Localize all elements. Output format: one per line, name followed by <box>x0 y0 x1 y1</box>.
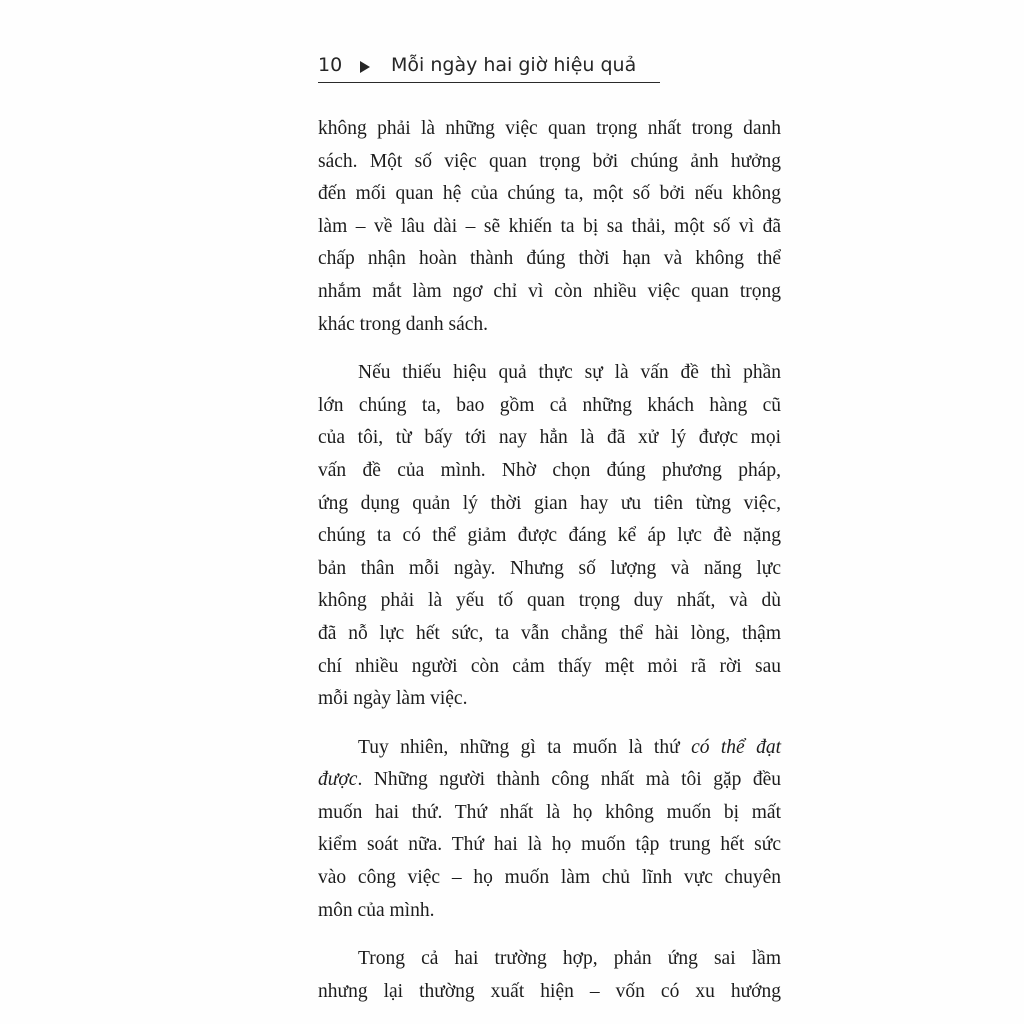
page-header <box>318 52 660 83</box>
paragraph-2 <box>318 357 781 716</box>
text-line: lớn chúng ta, bao gồm cả những khách hàng cũ <box>318 394 781 416</box>
triangle-marker-icon <box>360 61 370 73</box>
paragraph-1 <box>318 113 781 341</box>
text-line: làm – về lâu dài – sẽ khiến ta bị sa thải, một số vì đã <box>318 215 781 237</box>
text-line <box>318 732 781 765</box>
text-line: nhắm mắt làm ngơ chỉ vì còn nhiều việc quan trọng <box>318 280 781 302</box>
text-line: không phải là những việc quan trọng nhất trong danh <box>318 118 781 139</box>
text-run: Tuy nhiên, những gì ta muốn là thứ <box>358 736 692 758</box>
paragraph-3 <box>318 732 781 928</box>
text-line: chấp nhận hoàn thành đúng thời hạn và không thể <box>318 248 781 270</box>
text-line: Nếu thiếu hiệu quả thực sự là vấn đề thì phần <box>358 362 781 384</box>
italic-text: được <box>318 769 358 791</box>
text-run: . Những người thành công nhất mà tôi gặp đều <box>357 769 781 791</box>
text-line: ứng dụng quản lý thời gian hay ưu tiên từng việc, <box>318 492 781 514</box>
text-line: sách. Một số việc quan trọng bởi chúng ảnh hưởng <box>318 150 781 172</box>
text-line: nhưng lại thường xuất hiện – vốn có xu hướng <box>318 980 781 1002</box>
text-line: mỗi ngày làm việc. <box>318 688 468 710</box>
text-line: không phải là yếu tố quan trọng duy nhất, và dù <box>318 590 781 612</box>
text-line: chí nhiều người còn cảm thấy mệt mỏi rã rời sau <box>318 655 781 677</box>
page-number: 10 <box>318 54 343 76</box>
text-line: chúng ta có thể giảm được đáng kể áp lực đè nặng <box>318 525 781 547</box>
running-title: Mỗi ngày hai giờ hiệu quả <box>391 54 637 76</box>
text-line: của tôi, từ bấy tới nay hẳn là đã xử lý được mọi <box>318 427 781 449</box>
text-line: muốn hai thứ. Thứ nhất là họ không muốn bị mất <box>318 801 781 823</box>
body-text <box>318 113 781 1008</box>
text-line <box>318 764 781 797</box>
text-line: kiểm soát nữa. Thứ hai là họ muốn tập trung hết sức <box>318 834 781 856</box>
italic-text: có thể đạt <box>691 736 781 758</box>
text-line: đã nỗ lực hết sức, ta vẫn chẳng thể hài lòng, thậm <box>318 622 781 644</box>
text-line: vấn đề của mình. Nhờ chọn đúng phương pháp, <box>318 459 781 481</box>
paragraph-4 <box>318 943 781 1008</box>
text-line: Trong cả hai trường hợp, phản ứng sai lầm <box>358 948 781 970</box>
text-line: môn của mình. <box>318 899 435 921</box>
text-line: đến mối quan hệ của chúng ta, một số bởi nếu không <box>318 183 781 205</box>
text-line: khác trong danh sách. <box>318 313 489 335</box>
text-line: bản thân mỗi ngày. Nhưng số lượng và năng lực <box>318 557 781 579</box>
text-line: vào công việc – họ muốn làm chủ lĩnh vực chuyên <box>318 867 781 889</box>
